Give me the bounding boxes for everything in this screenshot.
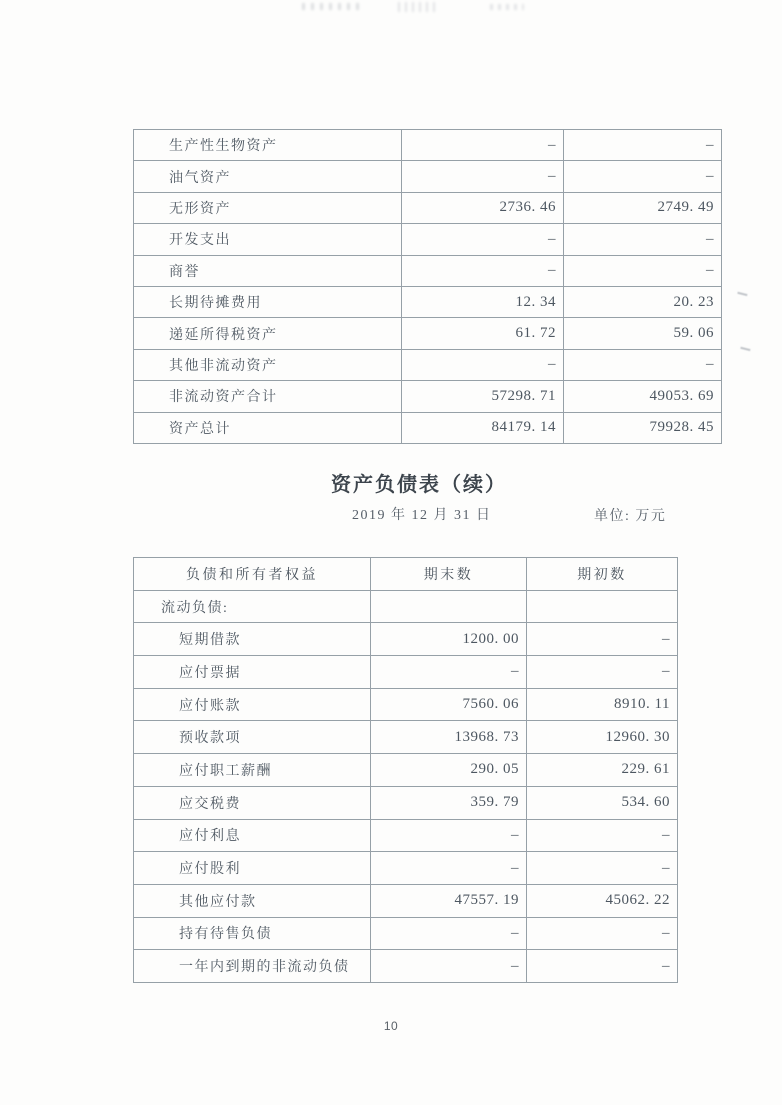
row-label: 应付利息	[134, 819, 371, 852]
table-row	[134, 852, 678, 885]
value-beginning-balance: 79928. 45	[564, 412, 722, 443]
value-ending-balance: –	[371, 852, 527, 885]
table-row	[134, 318, 722, 349]
table-row	[134, 786, 678, 819]
value-ending-balance: 359. 79	[371, 786, 527, 819]
table-row	[134, 754, 678, 787]
table-row	[134, 349, 722, 380]
scan-artifact	[740, 342, 751, 351]
table-row	[134, 884, 678, 917]
row-label: 其他应付款	[134, 884, 371, 917]
table-row	[134, 286, 722, 317]
row-label: 油气资产	[134, 161, 402, 192]
table-row	[134, 590, 678, 623]
value-beginning-balance: –	[527, 656, 678, 689]
row-label: 应付票据	[134, 656, 371, 689]
row-label: 长期待摊费用	[134, 286, 402, 317]
value-ending-balance: 2736. 46	[402, 192, 564, 223]
value-beginning-balance: 12960. 30	[527, 721, 678, 754]
value-ending-balance: 290. 05	[371, 754, 527, 787]
row-label: 无形资产	[134, 192, 402, 223]
table-row	[134, 192, 722, 223]
unit-label: 单位: 万元	[594, 509, 667, 524]
value-beginning-balance: –	[564, 224, 722, 255]
table-row	[134, 412, 722, 443]
table-row	[134, 656, 678, 689]
row-label: 一年内到期的非流动负债	[134, 950, 371, 983]
row-label: 资产总计	[134, 412, 402, 443]
table-row	[134, 130, 722, 161]
value-ending-balance: –	[402, 349, 564, 380]
value-ending-balance: –	[402, 130, 564, 161]
scan-artifact	[302, 3, 360, 10]
value-beginning-balance: 59. 06	[564, 318, 722, 349]
value-beginning-balance: –	[527, 852, 678, 885]
value-ending-balance: 57298. 71	[402, 381, 564, 412]
value-ending-balance: 84179. 14	[402, 412, 564, 443]
value-beginning-balance: –	[564, 349, 722, 380]
value-beginning-balance	[527, 590, 678, 623]
col-header-item: 负债和所有者权益	[134, 558, 371, 591]
value-beginning-balance: 229. 61	[527, 754, 678, 787]
value-beginning-balance: –	[564, 130, 722, 161]
scan-artifact	[490, 4, 524, 10]
row-label: 短期借款	[134, 623, 371, 656]
value-beginning-balance: 8910. 11	[527, 688, 678, 721]
value-ending-balance: –	[371, 950, 527, 983]
page-number: 10	[383, 1019, 399, 1033]
scan-artifact	[737, 287, 748, 296]
row-label: 非流动资产合计	[134, 381, 402, 412]
col-header-ending: 期末数	[371, 558, 527, 591]
value-ending-balance: 7560. 06	[371, 688, 527, 721]
value-ending-balance: –	[402, 224, 564, 255]
row-label: 预收款项	[134, 721, 371, 754]
value-beginning-balance: 45062. 22	[527, 884, 678, 917]
table-row	[134, 688, 678, 721]
table-row	[134, 381, 722, 412]
table-header-row	[134, 558, 678, 591]
row-label: 应付账款	[134, 688, 371, 721]
value-ending-balance: –	[371, 917, 527, 950]
value-beginning-balance: –	[527, 917, 678, 950]
table-row	[134, 917, 678, 950]
value-ending-balance: –	[402, 255, 564, 286]
table-row	[134, 950, 678, 983]
table-row	[134, 255, 722, 286]
table-row	[134, 623, 678, 656]
assets-table	[133, 129, 722, 444]
value-beginning-balance: –	[527, 950, 678, 983]
row-label: 生产性生物资产	[134, 130, 402, 161]
table-row	[134, 721, 678, 754]
row-label: 应交税费	[134, 786, 371, 819]
value-ending-balance: –	[371, 656, 527, 689]
value-beginning-balance: –	[527, 819, 678, 852]
value-beginning-balance: –	[527, 623, 678, 656]
value-beginning-balance: 534. 60	[527, 786, 678, 819]
row-label: 持有待售负债	[134, 917, 371, 950]
row-label: 流动负债:	[134, 590, 371, 623]
value-beginning-balance: –	[564, 255, 722, 286]
page-title: 资产负债表（续）	[331, 474, 507, 496]
value-ending-balance: 47557. 19	[371, 884, 527, 917]
report-date: 2019 年 12 月 31 日	[352, 508, 492, 523]
value-ending-balance	[371, 590, 527, 623]
scan-artifact	[398, 2, 438, 12]
row-label: 应付职工薪酬	[134, 754, 371, 787]
row-label: 应付股利	[134, 852, 371, 885]
table-row	[134, 819, 678, 852]
value-beginning-balance: 20. 23	[564, 286, 722, 317]
value-beginning-balance: –	[564, 161, 722, 192]
col-header-beginning: 期初数	[527, 558, 678, 591]
value-ending-balance: 12. 34	[402, 286, 564, 317]
row-label: 开发支出	[134, 224, 402, 255]
table-row	[134, 161, 722, 192]
value-beginning-balance: 2749. 49	[564, 192, 722, 223]
row-label: 其他非流动资产	[134, 349, 402, 380]
row-label: 递延所得税资产	[134, 318, 402, 349]
value-ending-balance: 61. 72	[402, 318, 564, 349]
row-label: 商誉	[134, 255, 402, 286]
value-ending-balance: –	[371, 819, 527, 852]
table-row	[134, 224, 722, 255]
value-ending-balance: 1200. 00	[371, 623, 527, 656]
liabilities-table	[133, 557, 678, 983]
value-ending-balance: 13968. 73	[371, 721, 527, 754]
value-ending-balance: –	[402, 161, 564, 192]
value-beginning-balance: 49053. 69	[564, 381, 722, 412]
